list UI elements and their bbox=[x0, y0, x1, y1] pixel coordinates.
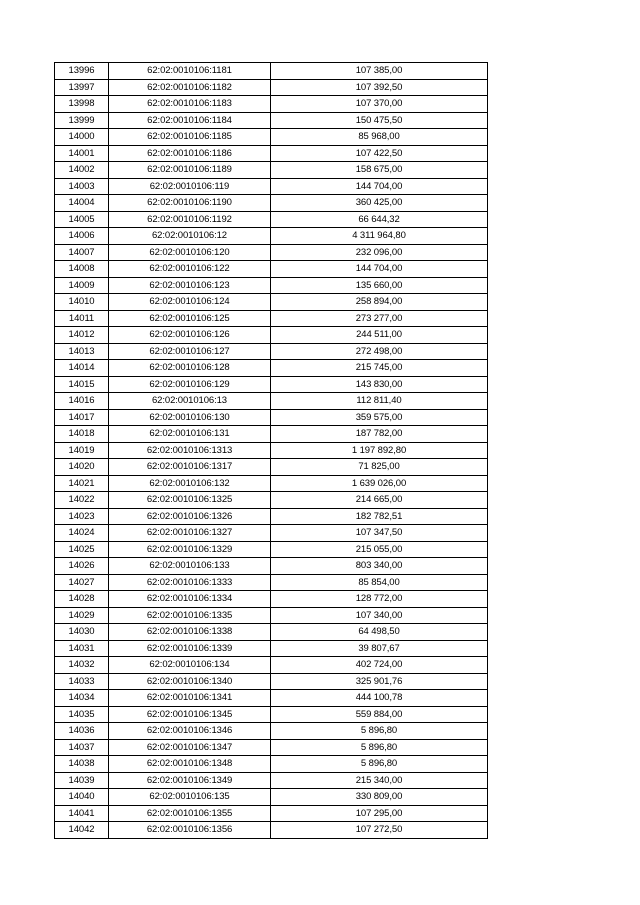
cadastral-value-cell: 144 704,00 bbox=[271, 261, 488, 278]
table-row bbox=[55, 409, 488, 426]
cadastral-value-cell: 215 340,00 bbox=[271, 772, 488, 789]
table-row bbox=[55, 442, 488, 459]
row-number-cell: 14010 bbox=[55, 294, 109, 311]
cadastral-number-cell: 62:02:0010106:135 bbox=[109, 789, 271, 806]
row-number-cell: 14014 bbox=[55, 360, 109, 377]
row-number-cell: 14022 bbox=[55, 492, 109, 509]
row-number-cell: 14041 bbox=[55, 805, 109, 822]
cadastral-value-cell: 107 272,50 bbox=[271, 822, 488, 839]
cadastral-number-cell: 62:02:0010106:1355 bbox=[109, 805, 271, 822]
table-row bbox=[55, 343, 488, 360]
row-number-cell: 14027 bbox=[55, 574, 109, 591]
row-number-cell: 14006 bbox=[55, 228, 109, 245]
cadastral-number-cell: 62:02:0010106:1317 bbox=[109, 459, 271, 476]
cadastral-number-cell: 62:02:0010106:130 bbox=[109, 409, 271, 426]
row-number-cell: 14025 bbox=[55, 541, 109, 558]
row-number-cell: 13997 bbox=[55, 79, 109, 96]
cadastral-number-cell: 62:02:0010106:1184 bbox=[109, 112, 271, 129]
cadastral-value-cell: 5 896,80 bbox=[271, 739, 488, 756]
cadastral-value-cell: 214 665,00 bbox=[271, 492, 488, 509]
row-number-cell: 14007 bbox=[55, 244, 109, 261]
row-number-cell: 13999 bbox=[55, 112, 109, 129]
row-number-cell: 14034 bbox=[55, 690, 109, 707]
cadastral-number-cell: 62:02:0010106:1192 bbox=[109, 211, 271, 228]
row-number-cell: 14013 bbox=[55, 343, 109, 360]
table-row bbox=[55, 756, 488, 773]
row-number-cell: 14033 bbox=[55, 673, 109, 690]
table-body bbox=[55, 63, 488, 839]
row-number-cell: 14039 bbox=[55, 772, 109, 789]
cadastral-value-cell: 232 096,00 bbox=[271, 244, 488, 261]
table-row bbox=[55, 96, 488, 113]
cadastral-number-cell: 62:02:0010106:127 bbox=[109, 343, 271, 360]
table-row bbox=[55, 294, 488, 311]
cadastral-number-cell: 62:02:0010106:1333 bbox=[109, 574, 271, 591]
cadastral-number-cell: 62:02:0010106:1329 bbox=[109, 541, 271, 558]
cadastral-number-cell: 62:02:0010106:122 bbox=[109, 261, 271, 278]
cadastral-value-table bbox=[54, 62, 488, 839]
row-number-cell: 14008 bbox=[55, 261, 109, 278]
cadastral-number-cell: 62:02:0010106:134 bbox=[109, 657, 271, 674]
table-row bbox=[55, 673, 488, 690]
cadastral-number-cell: 62:02:0010106:126 bbox=[109, 327, 271, 344]
cadastral-number-cell: 62:02:0010106:1327 bbox=[109, 525, 271, 542]
table-row bbox=[55, 574, 488, 591]
table-row bbox=[55, 360, 488, 377]
cadastral-number-cell: 62:02:0010106:119 bbox=[109, 178, 271, 195]
cadastral-value-cell: 244 511,00 bbox=[271, 327, 488, 344]
cadastral-number-cell: 62:02:0010106:1313 bbox=[109, 442, 271, 459]
cadastral-value-cell: 107 295,00 bbox=[271, 805, 488, 822]
cadastral-value-cell: 5 896,80 bbox=[271, 723, 488, 740]
cadastral-number-cell: 62:02:0010106:131 bbox=[109, 426, 271, 443]
cadastral-number-cell: 62:02:0010106:129 bbox=[109, 376, 271, 393]
cadastral-value-cell: 128 772,00 bbox=[271, 591, 488, 608]
cadastral-value-cell: 444 100,78 bbox=[271, 690, 488, 707]
table-row bbox=[55, 327, 488, 344]
row-number-cell: 14000 bbox=[55, 129, 109, 146]
row-number-cell: 14019 bbox=[55, 442, 109, 459]
table-row bbox=[55, 459, 488, 476]
table-row bbox=[55, 739, 488, 756]
table-row bbox=[55, 541, 488, 558]
table-row bbox=[55, 624, 488, 641]
cadastral-value-cell: 1 197 892,80 bbox=[271, 442, 488, 459]
row-number-cell: 14002 bbox=[55, 162, 109, 179]
table-row bbox=[55, 195, 488, 212]
row-number-cell: 14003 bbox=[55, 178, 109, 195]
row-number-cell: 14015 bbox=[55, 376, 109, 393]
cadastral-number-cell: 62:02:0010106:1348 bbox=[109, 756, 271, 773]
row-number-cell: 14005 bbox=[55, 211, 109, 228]
row-number-cell: 14040 bbox=[55, 789, 109, 806]
cadastral-number-cell: 62:02:0010106:12 bbox=[109, 228, 271, 245]
cadastral-number-cell: 62:02:0010106:1189 bbox=[109, 162, 271, 179]
table-row bbox=[55, 393, 488, 410]
cadastral-number-cell: 62:02:0010106:1183 bbox=[109, 96, 271, 113]
table-row bbox=[55, 525, 488, 542]
table-row bbox=[55, 475, 488, 492]
cadastral-value-cell: 107 347,50 bbox=[271, 525, 488, 542]
cadastral-value-cell: 559 884,00 bbox=[271, 706, 488, 723]
row-number-cell: 13998 bbox=[55, 96, 109, 113]
cadastral-number-cell: 62:02:0010106:123 bbox=[109, 277, 271, 294]
cadastral-value-cell: 85 854,00 bbox=[271, 574, 488, 591]
cadastral-value-cell: 107 385,00 bbox=[271, 63, 488, 80]
table-row bbox=[55, 162, 488, 179]
row-number-cell: 14042 bbox=[55, 822, 109, 839]
table-row bbox=[55, 244, 488, 261]
cadastral-value-cell: 5 896,80 bbox=[271, 756, 488, 773]
cadastral-value-cell: 64 498,50 bbox=[271, 624, 488, 641]
row-number-cell: 14030 bbox=[55, 624, 109, 641]
row-number-cell: 14024 bbox=[55, 525, 109, 542]
table-row bbox=[55, 607, 488, 624]
cadastral-value-cell: 4 311 964,80 bbox=[271, 228, 488, 245]
cadastral-number-cell: 62:02:0010106:1182 bbox=[109, 79, 271, 96]
table-row bbox=[55, 228, 488, 245]
cadastral-value-cell: 402 724,00 bbox=[271, 657, 488, 674]
table-row bbox=[55, 63, 488, 80]
cadastral-value-cell: 107 370,00 bbox=[271, 96, 488, 113]
cadastral-number-cell: 62:02:0010106:1326 bbox=[109, 508, 271, 525]
table-row bbox=[55, 277, 488, 294]
cadastral-number-cell: 62:02:0010106:128 bbox=[109, 360, 271, 377]
row-number-cell: 14023 bbox=[55, 508, 109, 525]
cadastral-value-cell: 39 807,67 bbox=[271, 640, 488, 657]
cadastral-number-cell: 62:02:0010106:1339 bbox=[109, 640, 271, 657]
row-number-cell: 14035 bbox=[55, 706, 109, 723]
row-number-cell: 14009 bbox=[55, 277, 109, 294]
row-number-cell: 14011 bbox=[55, 310, 109, 327]
cadastral-value-cell: 215 745,00 bbox=[271, 360, 488, 377]
row-number-cell: 14026 bbox=[55, 558, 109, 575]
table-row bbox=[55, 508, 488, 525]
cadastral-number-cell: 62:02:0010106:1340 bbox=[109, 673, 271, 690]
row-number-cell: 13996 bbox=[55, 63, 109, 80]
table-row bbox=[55, 723, 488, 740]
row-number-cell: 14037 bbox=[55, 739, 109, 756]
row-number-cell: 14001 bbox=[55, 145, 109, 162]
cadastral-number-cell: 62:02:0010106:1334 bbox=[109, 591, 271, 608]
cadastral-value-cell: 273 277,00 bbox=[271, 310, 488, 327]
cadastral-number-cell: 62:02:0010106:1345 bbox=[109, 706, 271, 723]
cadastral-value-cell: 85 968,00 bbox=[271, 129, 488, 146]
cadastral-value-cell: 143 830,00 bbox=[271, 376, 488, 393]
row-number-cell: 14031 bbox=[55, 640, 109, 657]
table-row bbox=[55, 492, 488, 509]
table-row bbox=[55, 426, 488, 443]
row-number-cell: 14018 bbox=[55, 426, 109, 443]
table-row bbox=[55, 690, 488, 707]
cadastral-value-cell: 66 644,32 bbox=[271, 211, 488, 228]
table-row bbox=[55, 112, 488, 129]
cadastral-number-cell: 62:02:0010106:1181 bbox=[109, 63, 271, 80]
cadastral-number-cell: 62:02:0010106:1190 bbox=[109, 195, 271, 212]
cadastral-number-cell: 62:02:0010106:1185 bbox=[109, 129, 271, 146]
row-number-cell: 14032 bbox=[55, 657, 109, 674]
cadastral-value-cell: 107 422,50 bbox=[271, 145, 488, 162]
cadastral-value-cell: 182 782,51 bbox=[271, 508, 488, 525]
cadastral-value-cell: 187 782,00 bbox=[271, 426, 488, 443]
table-row bbox=[55, 211, 488, 228]
row-number-cell: 14038 bbox=[55, 756, 109, 773]
table-row bbox=[55, 261, 488, 278]
cadastral-value-cell: 107 340,00 bbox=[271, 607, 488, 624]
cadastral-number-cell: 62:02:0010106:13 bbox=[109, 393, 271, 410]
cadastral-value-cell: 272 498,00 bbox=[271, 343, 488, 360]
cadastral-value-cell: 359 575,00 bbox=[271, 409, 488, 426]
row-number-cell: 14012 bbox=[55, 327, 109, 344]
cadastral-value-cell: 112 811,40 bbox=[271, 393, 488, 410]
row-number-cell: 14004 bbox=[55, 195, 109, 212]
table-row bbox=[55, 178, 488, 195]
cadastral-number-cell: 62:02:0010106:124 bbox=[109, 294, 271, 311]
table-row bbox=[55, 558, 488, 575]
table-row bbox=[55, 145, 488, 162]
table-row bbox=[55, 657, 488, 674]
cadastral-number-cell: 62:02:0010106:132 bbox=[109, 475, 271, 492]
cadastral-number-cell: 62:02:0010106:1325 bbox=[109, 492, 271, 509]
cadastral-value-cell: 258 894,00 bbox=[271, 294, 488, 311]
cadastral-value-cell: 107 392,50 bbox=[271, 79, 488, 96]
row-number-cell: 14020 bbox=[55, 459, 109, 476]
cadastral-value-cell: 360 425,00 bbox=[271, 195, 488, 212]
cadastral-value-cell: 71 825,00 bbox=[271, 459, 488, 476]
cadastral-value-cell: 158 675,00 bbox=[271, 162, 488, 179]
cadastral-number-cell: 62:02:0010106:125 bbox=[109, 310, 271, 327]
cadastral-number-cell: 62:02:0010106:1338 bbox=[109, 624, 271, 641]
table-row bbox=[55, 591, 488, 608]
row-number-cell: 14016 bbox=[55, 393, 109, 410]
cadastral-value-cell: 1 639 026,00 bbox=[271, 475, 488, 492]
row-number-cell: 14017 bbox=[55, 409, 109, 426]
row-number-cell: 14029 bbox=[55, 607, 109, 624]
row-number-cell: 14028 bbox=[55, 591, 109, 608]
row-number-cell: 14021 bbox=[55, 475, 109, 492]
cadastral-value-cell: 215 055,00 bbox=[271, 541, 488, 558]
table-row bbox=[55, 376, 488, 393]
table-row bbox=[55, 79, 488, 96]
table-row bbox=[55, 772, 488, 789]
table-row bbox=[55, 706, 488, 723]
cadastral-number-cell: 62:02:0010106:1347 bbox=[109, 739, 271, 756]
table-row bbox=[55, 822, 488, 839]
row-number-cell: 14036 bbox=[55, 723, 109, 740]
cadastral-number-cell: 62:02:0010106:120 bbox=[109, 244, 271, 261]
table-row bbox=[55, 789, 488, 806]
table-row bbox=[55, 129, 488, 146]
cadastral-value-cell: 803 340,00 bbox=[271, 558, 488, 575]
cadastral-number-cell: 62:02:0010106:1349 bbox=[109, 772, 271, 789]
table-row bbox=[55, 805, 488, 822]
cadastral-value-cell: 144 704,00 bbox=[271, 178, 488, 195]
cadastral-number-cell: 62:02:0010106:1346 bbox=[109, 723, 271, 740]
cadastral-number-cell: 62:02:0010106:133 bbox=[109, 558, 271, 575]
cadastral-value-cell: 135 660,00 bbox=[271, 277, 488, 294]
cadastral-number-cell: 62:02:0010106:1335 bbox=[109, 607, 271, 624]
table-row bbox=[55, 640, 488, 657]
cadastral-number-cell: 62:02:0010106:1186 bbox=[109, 145, 271, 162]
cadastral-value-cell: 330 809,00 bbox=[271, 789, 488, 806]
cadastral-value-cell: 150 475,50 bbox=[271, 112, 488, 129]
cadastral-number-cell: 62:02:0010106:1356 bbox=[109, 822, 271, 839]
cadastral-value-cell: 325 901,76 bbox=[271, 673, 488, 690]
cadastral-number-cell: 62:02:0010106:1341 bbox=[109, 690, 271, 707]
table-row bbox=[55, 310, 488, 327]
